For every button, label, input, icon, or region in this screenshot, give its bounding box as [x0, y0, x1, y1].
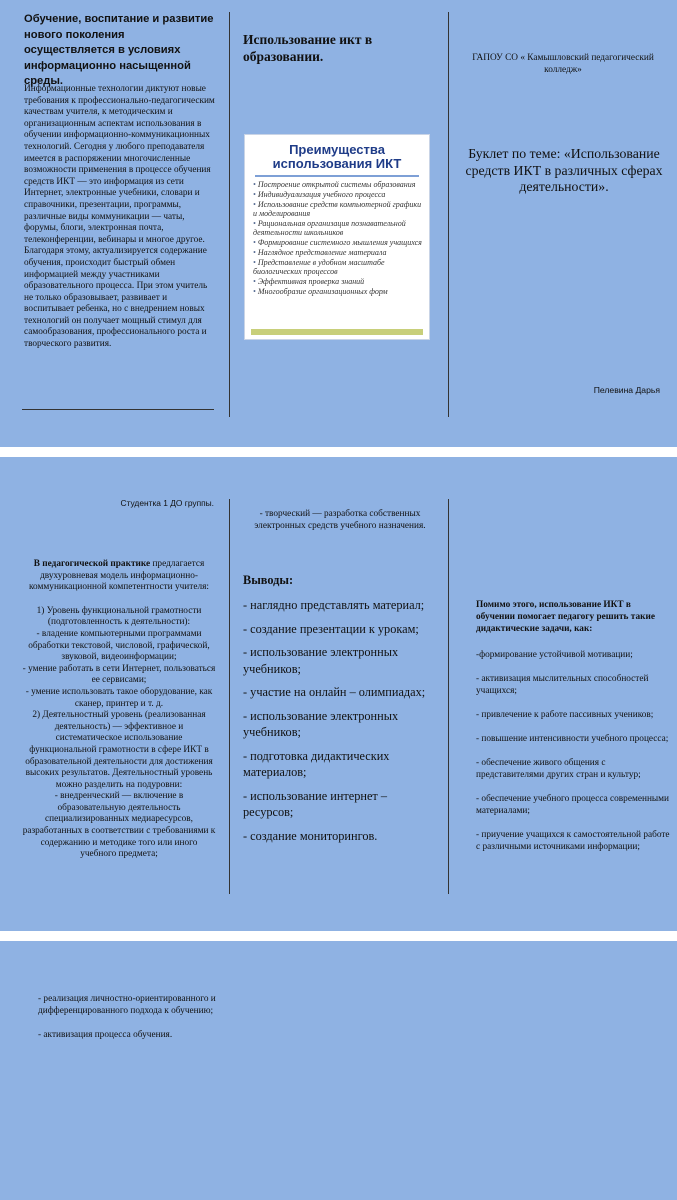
didactic-task-item: - привлечение к работе пассивных учеников;: [476, 710, 654, 720]
practice-rest: предлагается двухуровневая модель информационно-коммуникационной компетентности учителя:: [29, 559, 209, 593]
conclusion-item: - использование интернет – ресурсов;: [243, 788, 388, 819]
competence-line: - владение компьютерными программами обработки текстовой, числовой, графической, звуковой, видеоинформации;: [28, 628, 210, 663]
conclusion-item: - участие на онлайн – олимпиадах;: [243, 685, 426, 699]
image-list-item: • Представление в удобном масштабе биологических процессов: [253, 258, 425, 276]
booklet-page-1: [0, 0, 677, 447]
image-list-item: • Построение открытой системы образования: [253, 180, 425, 189]
intro-body-text: Информационные технологии диктуют новые требования к профессионально-педагогическим качествам учителя, к методическим и организационным аспектам использования в обучении информационно-коммуникационных технологий. Сегодня у любого преподавателя имеется в распоряжении многочисленные возможности применения в процессе обучения средств ИКТ — это информация из сети Интернет, электронные учебники, словари и справочники, презентации, программы, различные виды коммуникации — чаты, форумы, блоги, электронная почта, телеконференции, вебинары и многое другое. Благодаря этому, актуализируется содержание обучения, происходит быстрый обмен информацией между участниками образовательного процесса. При этом учитель не только образовывает, развивает и воспитывает ребенка, но с внедрением новых технологий он получает мощный стимул для самообразования, профессионального роста и творческого развития.: [24, 84, 215, 350]
conclusion-item: - создание мониторингов.: [243, 828, 378, 843]
college-name: ГАПОУ СО « Камышловский педагогический колледж»: [472, 53, 654, 75]
image-list-item: • Эффективная проверка знаний: [253, 277, 425, 286]
extra-task-item: - реализация личностно-ориентированного и дифференцированного подхода к обучению;: [38, 994, 216, 1016]
column-divider-right: [448, 499, 449, 894]
didactic-task-item: - активизация мыслительных способностей учащихся;: [476, 674, 649, 696]
didactic-task-item: - приучение учащихся к самостоятельной работе с различными источниками информации;: [476, 830, 670, 852]
conclusion-item: - использование электронных учебников;: [243, 708, 399, 739]
competence-line: - внедренческий — включение в образовательную деятельность специализированных медиаресурсов, разработанных в соответствии с требованиями к содержанию и методике того или иного учебного предмета;: [22, 791, 216, 860]
conclusion-item: - подготовка дидактических материалов;: [243, 748, 390, 779]
image-list-item: • Использование средств компьютерной графики и моделирования: [253, 200, 425, 218]
didactic-tasks-intro: Помимо этого, использование ИКТ в обучении помогает педагогу решить такие дидактические задачи, как:: [476, 600, 655, 634]
image-list-item: • Индивидуализация учебного процесса: [253, 190, 425, 199]
column-divider-left: [229, 12, 230, 417]
conclusion-item: - создание презентации к урокам;: [243, 621, 419, 636]
ikt-advantages-image: [244, 134, 430, 340]
image-title: Преимущества использования ИКТ: [272, 142, 402, 171]
didactic-task-item: - повышение интенсивности учебного процесса;: [476, 734, 669, 744]
image-footer-bar: [251, 329, 423, 335]
image-list-item: • Многообразие организационных форм: [253, 287, 425, 296]
conclusion-item: - наглядно представлять материал;: [243, 598, 425, 612]
booklet-page-3: [0, 941, 677, 1200]
signature-line: [22, 409, 214, 410]
competence-model-text: [22, 559, 216, 861]
booklet-title: Буклет по теме: «Использование средств ИКТ в различных сферах деятельности».: [465, 146, 663, 194]
image-list-item: • Формирование системного мышления учащихся: [253, 238, 425, 247]
practice-bold: В педагогической практике: [33, 559, 151, 569]
extra-tasks-list: [38, 993, 218, 1041]
image-list-item: • Рациональная организация познавательной деятельности школьников: [253, 219, 425, 237]
didactic-tasks-list: [476, 649, 672, 865]
booklet-page-2: [0, 457, 677, 931]
column-divider-right: [448, 12, 449, 417]
didactic-task-item: - обеспечение учебного процесса современными материалами;: [476, 794, 670, 816]
student-group: Студентка 1 ДО группы.: [120, 498, 214, 508]
middle-heading: Использование икт в образовании.: [243, 32, 373, 64]
didactic-task-item: -формирование устойчивой мотивации;: [476, 650, 633, 660]
creative-level-text: - творческий — разработка собственных электронных средств учебного назначения.: [254, 509, 426, 531]
didactic-task-item: - обеспечение живого общения с представителями других стран и культур;: [476, 758, 641, 780]
column-divider-left: [229, 499, 230, 894]
intro-heading: Обучение, воспитание и развитие нового поколения осуществляется в условиях информационно насыщенной среды.: [24, 13, 214, 87]
author-name: Пелевина Дарья: [593, 385, 660, 395]
conclusions-title: Выводы:: [243, 573, 294, 587]
conclusions-list: [243, 597, 439, 851]
competence-line: - умение работать в сети Интернет, пользоваться ее сервисами;: [22, 663, 216, 686]
competence-line: 1) Уровень функциональной грамотности (подготовленность к деятельности):: [36, 605, 202, 628]
competence-line: - умение использовать такое оборудование, как сканер, принтер и т. д.: [25, 686, 213, 709]
image-list-item: • Наглядное представление материала: [253, 248, 425, 257]
practice-paragraph: [22, 559, 216, 594]
conclusion-item: - использование электронных учебников;: [243, 645, 399, 676]
extra-task-item: - активизация процесса обучения.: [38, 1030, 173, 1040]
competence-line: 2) Деятельностный уровень (реализованная деятельность) — эффективное и систематическое использование функциональной грамотности в сфере ИКТ в образовательной деятельности для достижения высоких результатов. Деятельностный уровень можно разделить на подуровни:: [25, 710, 213, 790]
image-divider: [255, 175, 419, 177]
